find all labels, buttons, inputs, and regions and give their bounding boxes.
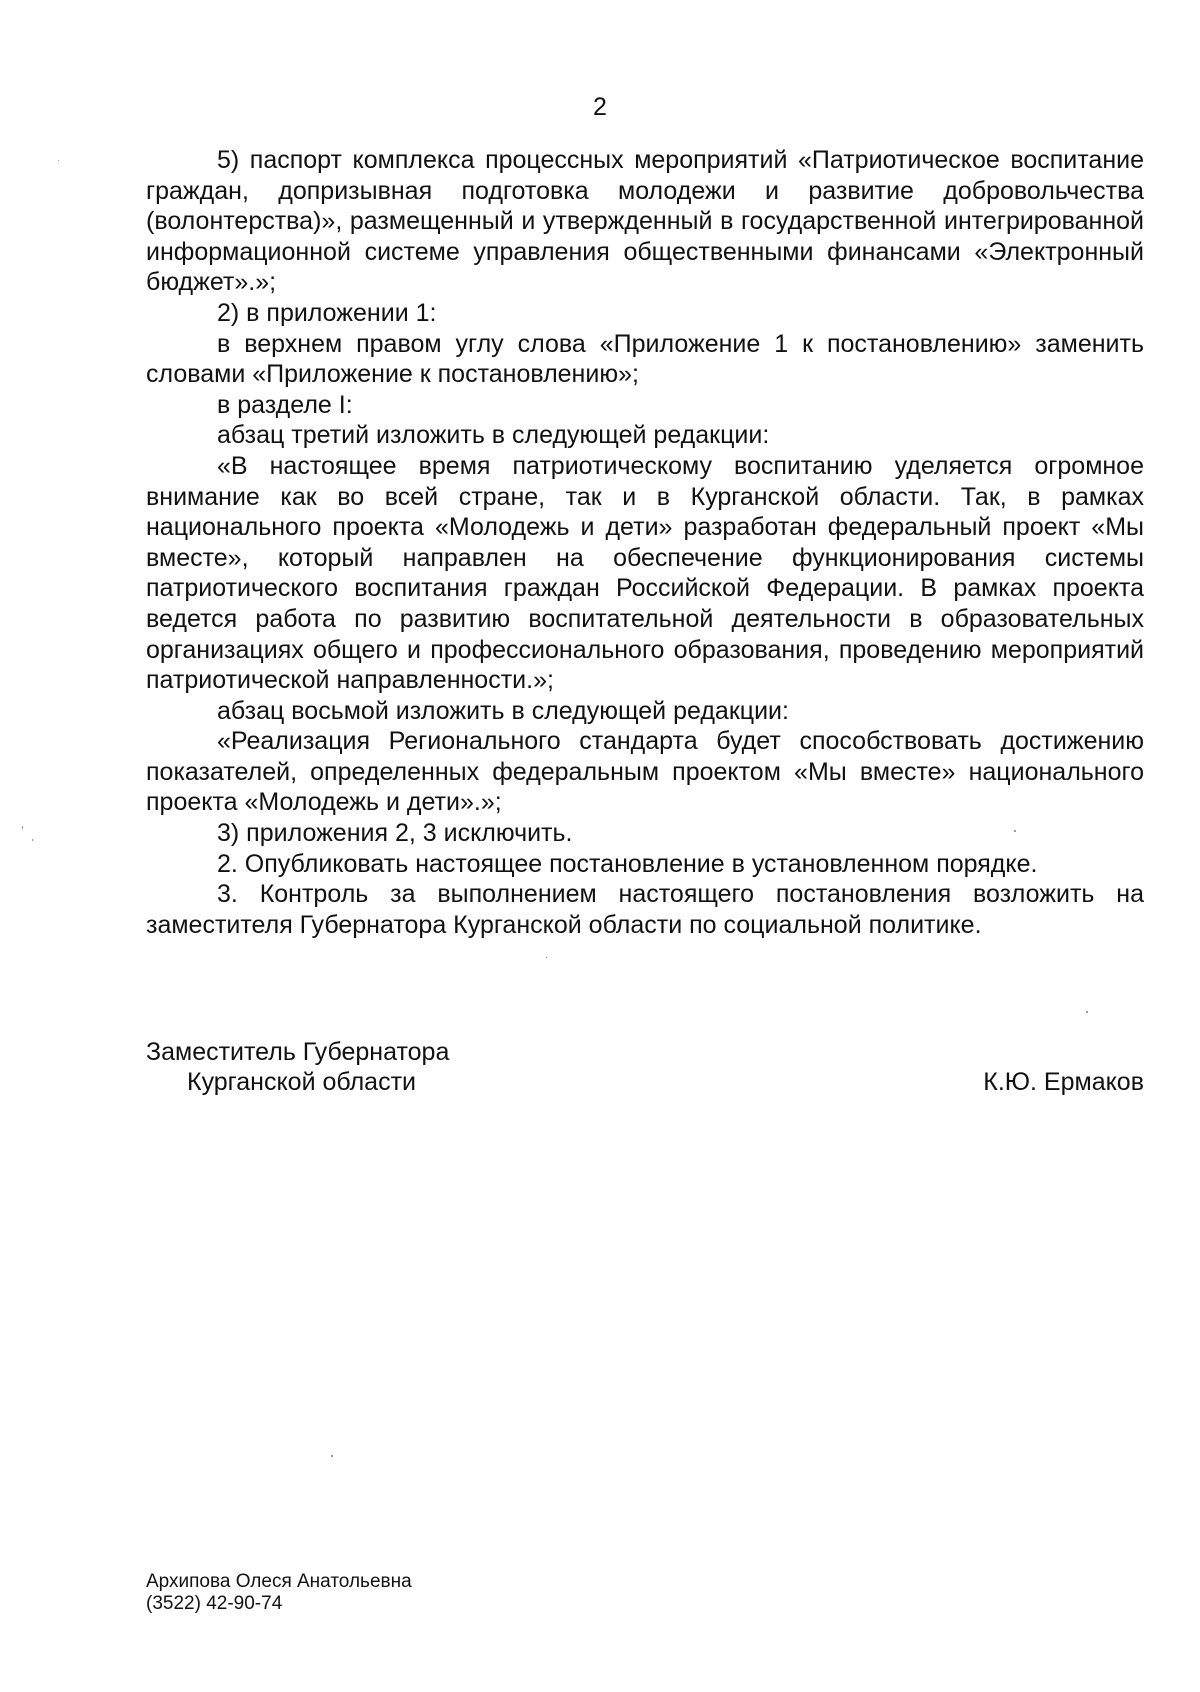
scan-speck xyxy=(32,839,33,841)
paragraph-appendix-1: 2) в приложении 1: xyxy=(217,298,437,327)
scan-speck xyxy=(1014,830,1016,832)
paragraph-section-1: в разделе I: xyxy=(217,390,353,419)
paragraph-eighth-abstract-text: «Реализация Регионального стандарта будет способствовать достижению показателей, определенных федеральным проектом «Мы вместе» национального проекта «Молодежь и дети».»; xyxy=(146,727,1144,817)
paragraph-third-abstract-text: «В настоящее время патриотическому воспитанию уделяется огромное внимание как во всей стране, так и в Курганской области. Так, в рамках национального проекта «Молодежь и дети» разработан федеральный проект «Мы вместе», который направлен на обеспечение функционирования системы патриотического воспитания граждан Российской Федерации. В рамках проекта ведется работа по развитию воспитательной деятельности в образовательных организациях общего и профессионального образования, проведению мероприятий патриотической направленности.»; xyxy=(146,451,1144,695)
paragraph-upper-right-corner: в верхнем правом углу слова «Приложение 1 к постановлению» заменить словами «Приложение к постановлению»; xyxy=(146,329,1144,389)
paragraph-eighth-abstract-intro: абзац восьмой изложить в следующей редакции: xyxy=(217,696,789,725)
scan-speck xyxy=(22,826,23,829)
executor-phone: (3522) 42-90-74 xyxy=(146,1593,283,1614)
paragraph-passport: 5) паспорт комплекса процессных мероприятий «Патриотическое воспитание граждан, допризывная подготовка молодежи и развитие добровольчества (волонтерства)», размещенный и утвержденный в государственной интегрированной информационной системе управления общественными финансами «Электронный бюджет».»; xyxy=(146,146,1144,297)
paragraph-publish: 2. Опубликовать настоящее постановление в установленном порядке. xyxy=(217,849,1038,878)
signatory-name: К.Ю. Ермаков xyxy=(983,1068,1144,1096)
signatory-title-line-2: Курганской области xyxy=(187,1068,417,1096)
paragraph-third-abstract-intro: абзац третий изложить в следующей редакции: xyxy=(217,421,770,450)
scan-speck xyxy=(58,160,59,161)
scan-speck xyxy=(331,1455,333,1457)
page-number: 2 xyxy=(593,93,607,121)
document-body xyxy=(146,145,1144,940)
scan-speck xyxy=(1086,1011,1088,1013)
scan-speck xyxy=(546,957,547,958)
paragraph-exclude-appendices: 3) приложения 2, 3 исключить. xyxy=(217,819,573,848)
paragraph-control: 3. Контроль за выполнением настоящего постановления возложить на заместителя Губернатора Курганской области по социальной политике. xyxy=(146,880,1144,939)
executor-block xyxy=(146,1571,412,1615)
signatory-title-line-1: Заместитель Губернатора xyxy=(146,1038,450,1066)
executor-name: Архипова Олеся Анатольевна xyxy=(146,1571,412,1592)
